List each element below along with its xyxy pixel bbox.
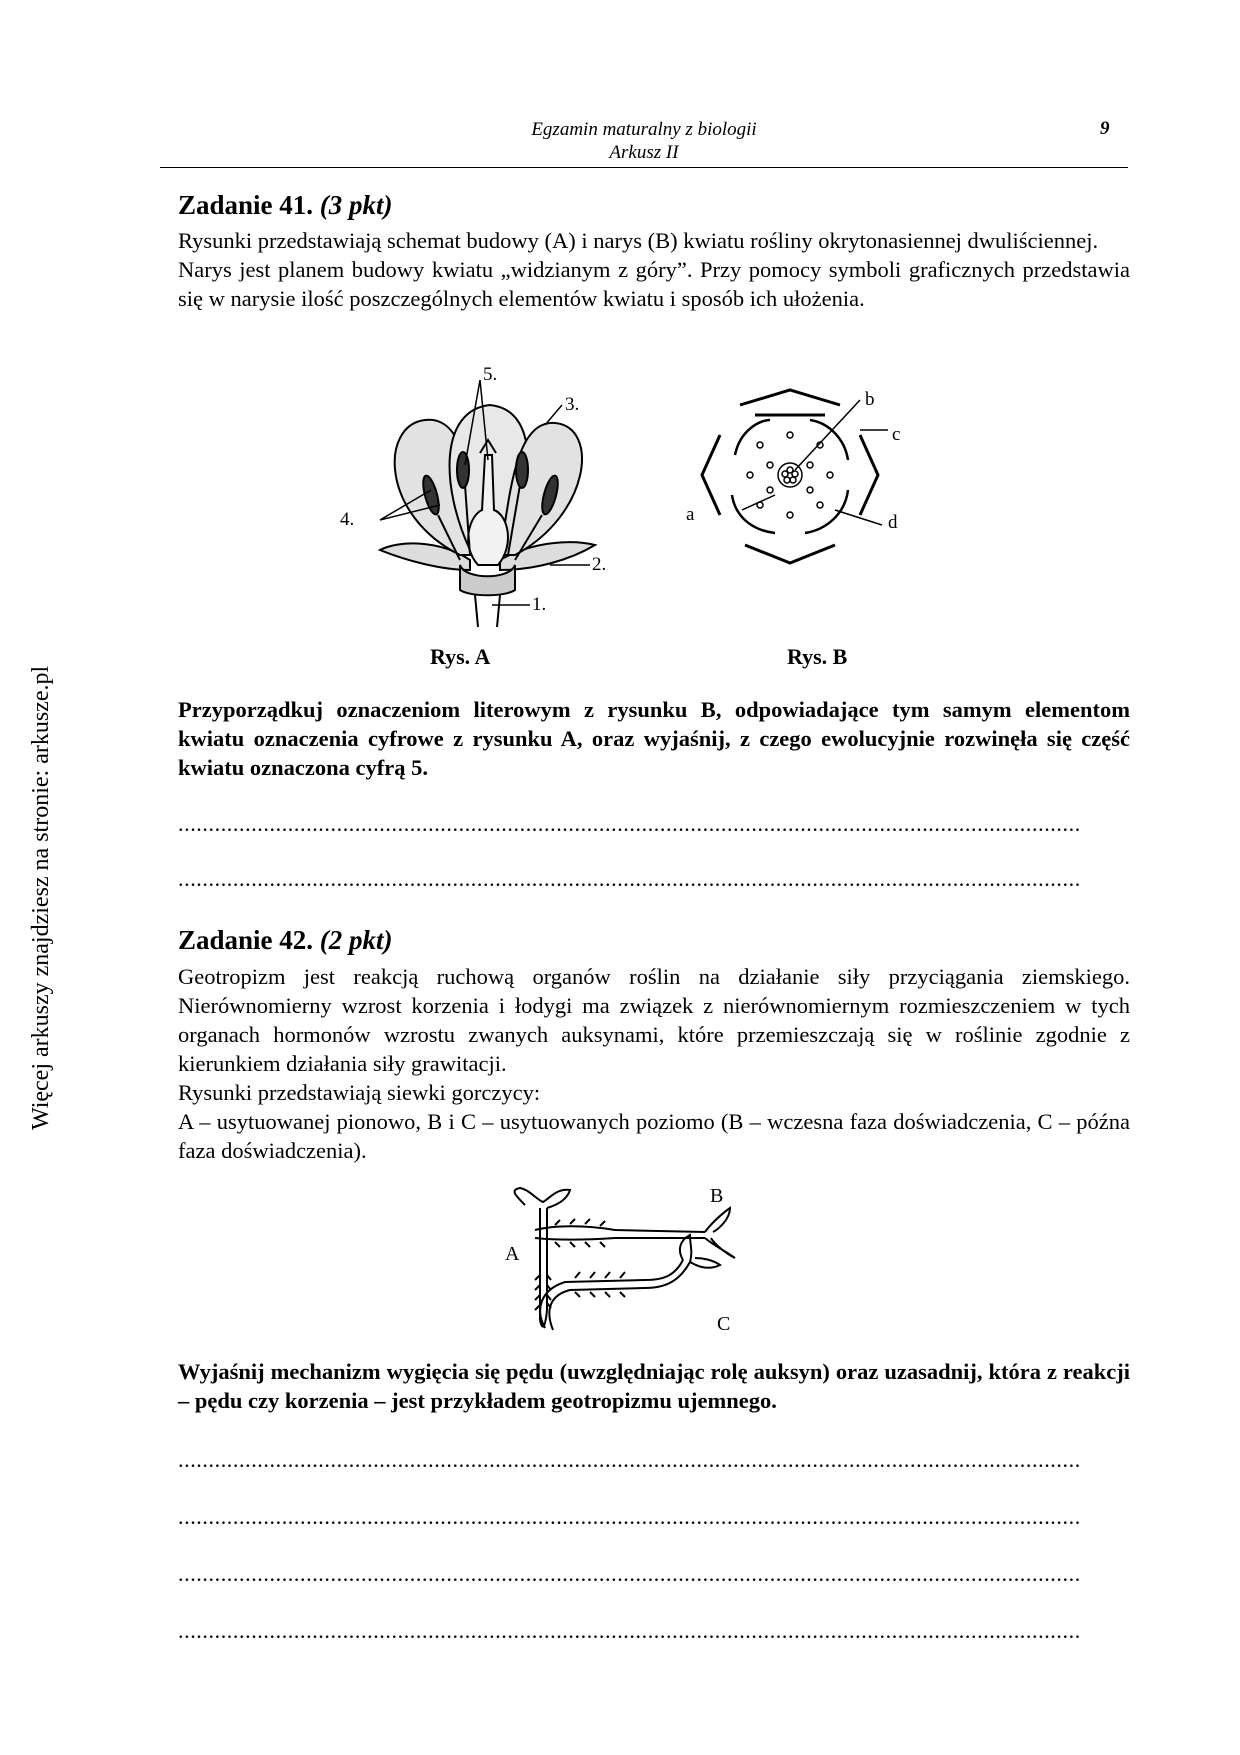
task42-number: Zadanie 42. bbox=[178, 925, 314, 955]
caption-rys-a: Rys. A bbox=[430, 644, 491, 669]
task42-answer-line-3[interactable]: .................................................................................................................................................... bbox=[178, 1562, 1081, 1586]
task42-line1: Rysunki przedstawiają siewki gorczycy: bbox=[178, 1080, 541, 1105]
flower-structure-diagram bbox=[380, 380, 595, 627]
task41-answer-line-1[interactable]: .................................................................................................................................................... bbox=[178, 812, 1081, 836]
label-2: 2. bbox=[592, 554, 607, 575]
header-rule bbox=[160, 167, 1128, 168]
label-seedling-c: C bbox=[717, 1313, 731, 1335]
petal-arcs bbox=[732, 420, 848, 533]
task42-title bbox=[178, 925, 393, 956]
task41-number: Zadanie 41. bbox=[178, 190, 314, 220]
label-b: b bbox=[865, 389, 875, 410]
label-4: 4. bbox=[340, 509, 355, 530]
task42-intro-text: Geotropizm jest reakcją ruchową organów roślin na działanie siły przyciągania ziemskiego. Nierównomierny wzrost korzenia i łodygi ma związek z nierównomiernym rozmieszczeniem w tych organach hormonów wzrostu zwanych auksynami, które przemieszczają się w roślinie zgodnie z kierunkiem działania siły grawitacji. bbox=[178, 964, 1130, 1076]
task41-intro2: Narys jest planem budowy kwiatu „widzianym z góry”. Przy pomocy symboli graficznych przedstawia się w narysie ilość poszczególnych elementów kwiatu i sposób ich ułożenia. bbox=[178, 257, 1130, 311]
figure-seedlings bbox=[495, 1180, 805, 1340]
seedling-a bbox=[515, 1188, 570, 1327]
leader-lines-b bbox=[742, 400, 888, 525]
task42-answer-line-2[interactable]: .................................................................................................................................................... bbox=[178, 1505, 1081, 1529]
task42-answer-line-4[interactable]: .................................................................................................................................................... bbox=[178, 1619, 1081, 1643]
label-d: d bbox=[888, 512, 898, 533]
task42-points: (2 pkt) bbox=[319, 925, 393, 955]
sepal-arcs bbox=[702, 390, 878, 563]
header-subtitle: Arkusz II bbox=[609, 142, 679, 163]
task42-intro bbox=[178, 962, 1130, 1165]
task42-answer-line-1[interactable]: .................................................................................................................................................... bbox=[178, 1448, 1081, 1472]
task42-line2: A – usytuowanej pionowo, B i C – usytuowanych poziomo (B – wczesna faza doświadczenia, C – późna faza doświadczenia). bbox=[178, 1109, 1130, 1163]
label-1: 1. bbox=[532, 594, 547, 615]
caption-rys-b: Rys. B bbox=[787, 644, 848, 669]
header-title: Egzamin maturalny z biologii bbox=[531, 119, 757, 140]
page-number: 9 bbox=[1100, 118, 1110, 139]
page-header bbox=[160, 118, 1128, 164]
task41-intro1: Rysunki przedstawiają schemat budowy (A) i narys (B) kwiatu rośliny okrytonasiennej dwuliściennej. bbox=[178, 228, 1099, 253]
seedling-c bbox=[540, 1235, 720, 1330]
task41-intro bbox=[178, 226, 1130, 313]
side-note: Więcej arkuszy znajdziesz na stronie: arkusze.pl bbox=[28, 665, 54, 1130]
task41-points: (3 pkt) bbox=[319, 190, 393, 220]
stamen-circles bbox=[747, 432, 833, 518]
seedling-b bbox=[535, 1208, 735, 1258]
label-c: c bbox=[892, 424, 901, 445]
task42-instruction: Wyjaśnij mechanizm wygięcia się pędu (uwzględniając rolę auksyn) oraz uzasadnij, która z reakcji – pędu czy korzenia – jest przykładem geotropizmu ujemnego. bbox=[178, 1359, 1130, 1413]
label-seedling-a: A bbox=[505, 1243, 520, 1265]
figure-flower-diagrams bbox=[320, 365, 980, 627]
task41-title bbox=[178, 190, 393, 221]
label-a: a bbox=[686, 504, 695, 525]
label-3: 3. bbox=[565, 394, 580, 415]
task41-instruction: Przyporządkuj oznaczeniom literowym z rysunku B, odpowiadające tym samym elementom kwiatu oznaczenia cyfrowe z rysunku A, oraz wyjaśnij, z czego ewolucyjnie rozwinęła się część kwiatu oznaczona cyfrą 5. bbox=[178, 697, 1130, 780]
label-seedling-b: B bbox=[710, 1185, 724, 1207]
floral-diagram bbox=[702, 390, 888, 563]
task41-answer-line-2[interactable]: .................................................................................................................................................... bbox=[178, 867, 1081, 891]
label-5: 5. bbox=[483, 365, 498, 385]
flower-stalk bbox=[475, 595, 500, 627]
